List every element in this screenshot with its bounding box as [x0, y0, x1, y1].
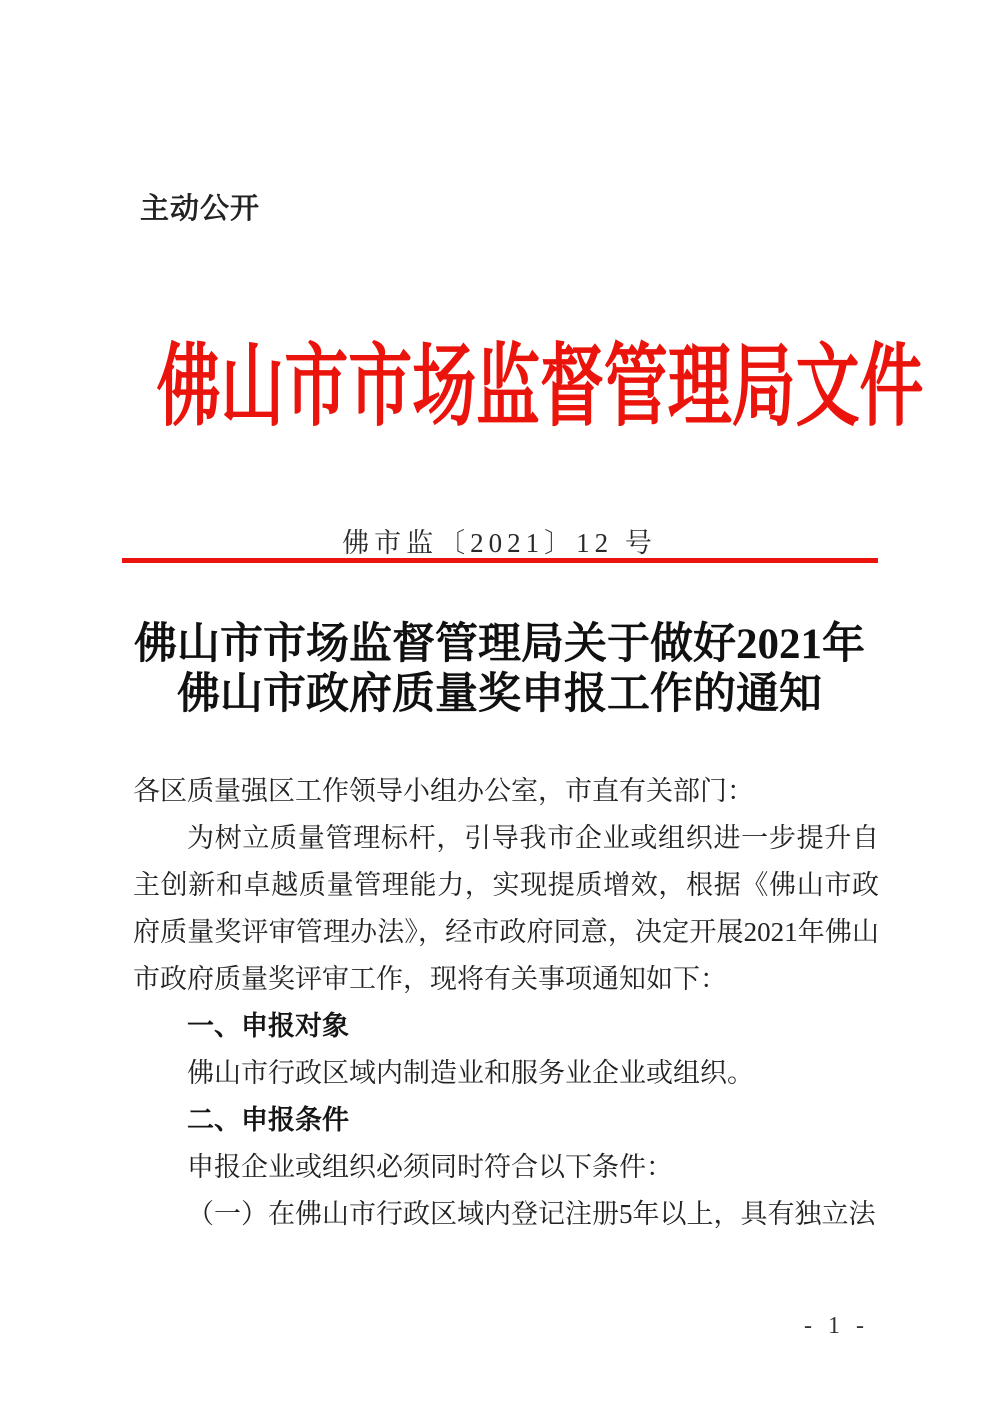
classification-label: 主动公开: [140, 193, 261, 225]
document-title-line2: 佛山市政府质量奖申报工作的通知: [177, 671, 822, 718]
page-number: - 1 -: [804, 1313, 869, 1339]
intro-paragraph: 为树立质量管理标杆，引导我市企业或组织进一步提升自主创新和卓越质量管理能力，实现提质增效，根据《佛山市政府质量奖评审管理办法》，经市政府同意，决定开展2021年佛山市政府质量奖评审工作，现将有关事项通知如下：: [133, 823, 879, 994]
salutation: 各区质量强区工作领导小组办公室，市直有关部门：: [133, 776, 754, 806]
document-title-line1: 佛山市市场监督管理局关于做好2021年: [134, 621, 865, 668]
letterhead-red-divider: [122, 558, 878, 563]
section-1-heading: 一、申报对象: [187, 1011, 349, 1041]
section-1-text: 佛山市行政区域内制造业和服务业企业或组织。: [187, 1058, 754, 1088]
document-title: [0, 620, 999, 720]
section-2-heading: 二、申报条件: [187, 1105, 349, 1135]
document-number: 佛市监〔2021〕12 号: [342, 528, 657, 558]
section-2-text: 申报企业或组织必须同时符合以下条件：: [187, 1152, 673, 1182]
condition-item-1: （一）在佛山市行政区域内登记注册5年以上，具有独立法: [187, 1199, 876, 1229]
letterhead-agency-title-text: 佛山市市场监督管理局文件: [156, 338, 924, 437]
document-body: [133, 768, 879, 1238]
letterhead-agency-title: [0, 340, 999, 435]
